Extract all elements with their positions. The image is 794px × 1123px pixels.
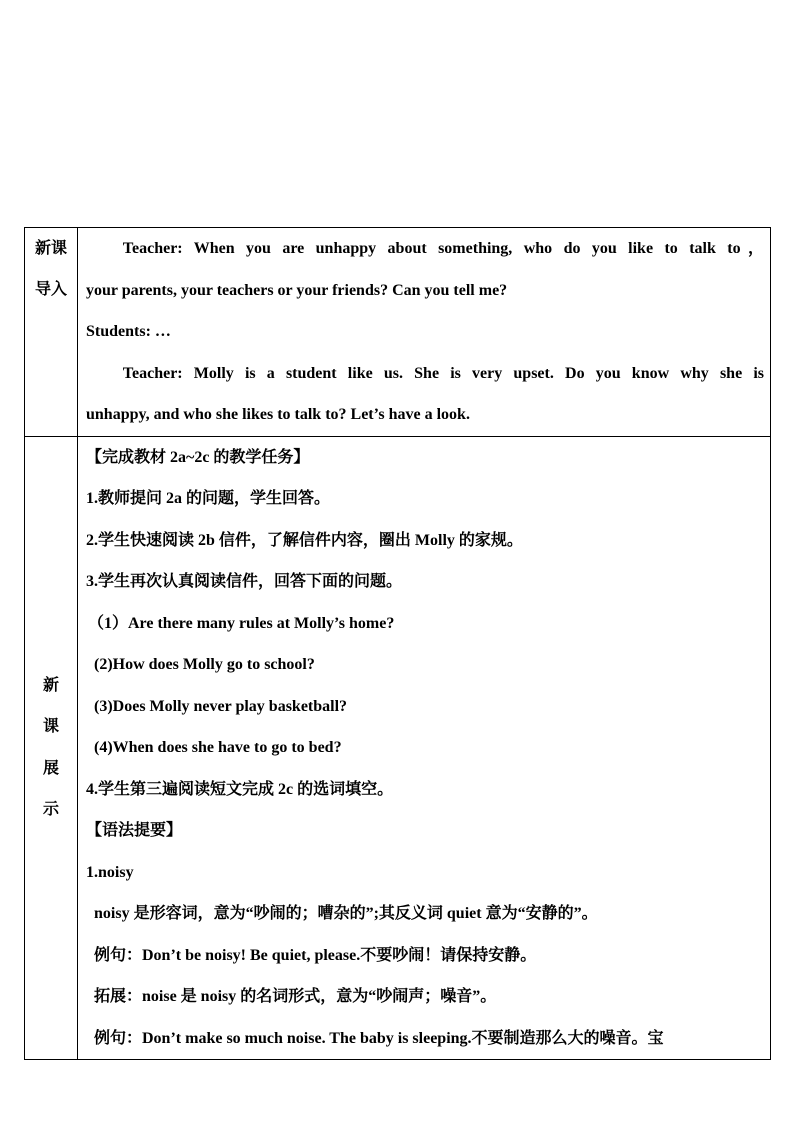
presentation-content-cell (78, 436, 771, 1060)
intro-label-line1: 新课 (34, 240, 67, 257)
presentation-label-char-3: 展 (42, 759, 59, 777)
intro-label-line2: 导入 (34, 281, 67, 298)
intro-line-1: Teacher: When you are unhappy about something, who do you like to talk to， (122, 240, 764, 257)
presentation-label-char-4: 示 (42, 801, 59, 819)
grammar-example-1: 例句：Don’t be noisy! Be quiet, please.不要吵闹！请保持安静。 (94, 946, 537, 964)
task-heading: 【完成教材 2a~2c 的教学任务】 (86, 448, 310, 466)
intro-line-3: Students: … (86, 323, 171, 340)
intro-line-2: your parents, your teachers or your friends? Can you tell me? (86, 281, 508, 299)
lesson-presentation-row (25, 436, 771, 1060)
intro-content-cell (78, 228, 771, 437)
presentation-label-char-1: 新 (42, 676, 59, 694)
lesson-intro-row (25, 228, 771, 437)
grammar-heading: 【语法提要】 (86, 822, 183, 839)
step-3: 3.学生再次认真阅读信件，回答下面的问题。 (86, 573, 403, 590)
question-3: (3)Does Molly never play basketball? (94, 697, 348, 715)
intro-label-cell (25, 228, 78, 437)
intro-line-5: unhappy, and who she likes to talk to? Let’s have a look. (86, 406, 470, 423)
question-4: (4)When does she have to go to bed? (94, 739, 342, 756)
intro-line-4: Teacher: Molly is a student like us. She is very upset. Do you know why she is (122, 364, 764, 382)
grammar-example-2: 例句：Don’t make so much noise. The baby is sleeping.不要制造那么大的噪音。宝 (94, 1029, 664, 1047)
step-1: 1.教师提问 2a 的问题，学生回答。 (86, 490, 331, 507)
question-1: （1）Are there many rules at Molly’s home? (88, 614, 395, 632)
grammar-extension: 拓展：noise 是 noisy 的名词形式，意为“吵闹声；噪音”。 (94, 988, 497, 1005)
step-2: 2.学生快速阅读 2b 信件，了解信件内容，圈出 Molly 的家规。 (86, 531, 523, 549)
presentation-label-cell (25, 436, 78, 1060)
grammar-explanation: noisy 是形容词，意为“吵闹的；嘈杂的”;其反义词 quiet 意为“安静的”。 (94, 905, 598, 922)
presentation-label-char-2: 课 (42, 718, 59, 736)
grammar-item-1: 1.noisy (86, 863, 134, 881)
step-4: 4.学生第三遍阅读短文完成 2c 的选词填空。 (86, 780, 394, 798)
question-2: (2)How does Molly go to school? (94, 656, 315, 673)
lesson-plan-table (24, 227, 771, 1060)
